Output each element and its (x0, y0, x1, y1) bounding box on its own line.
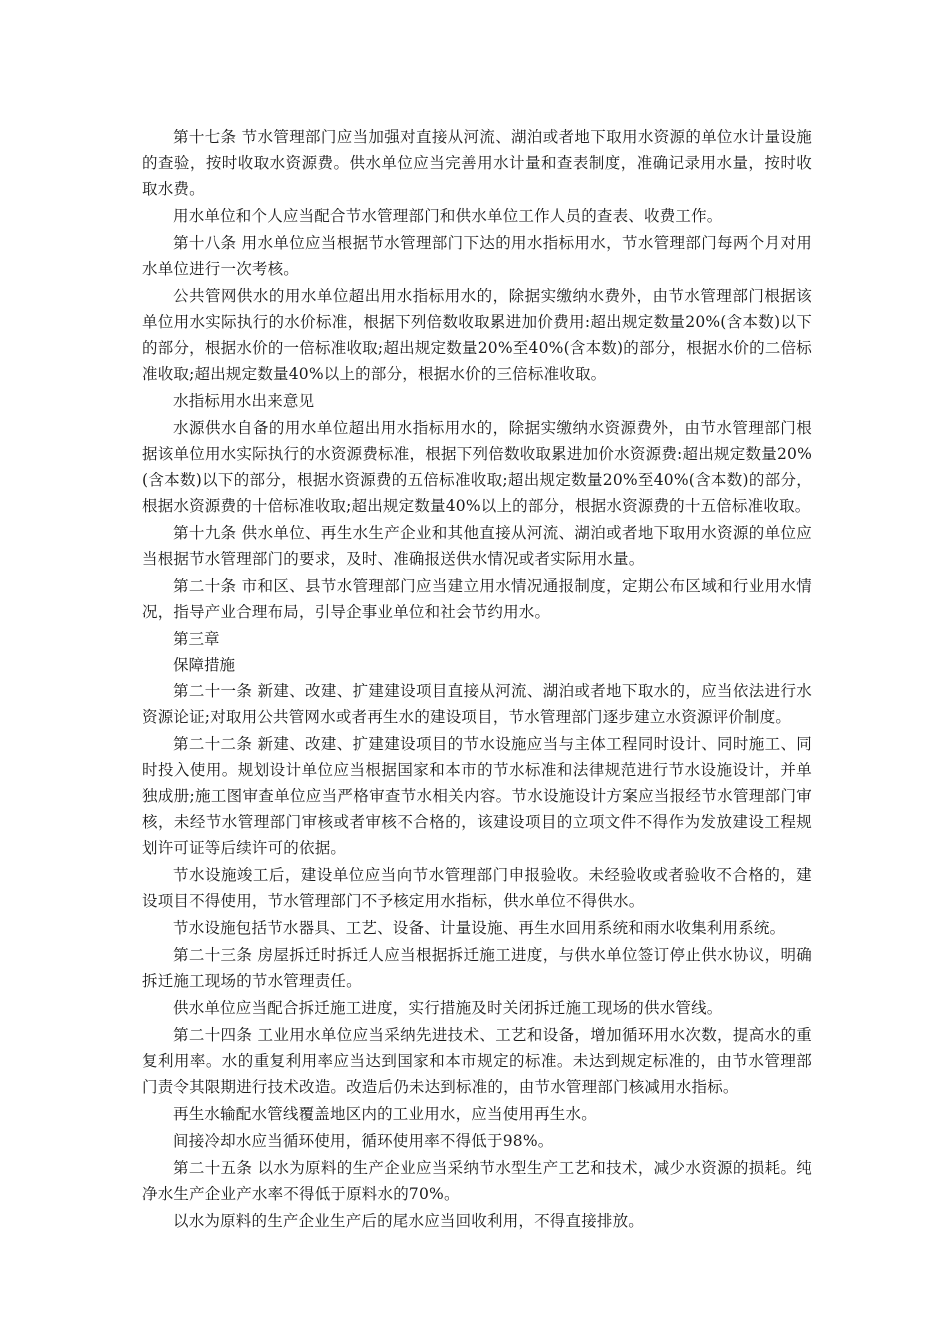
article-23: 第二十三条 房屋拆迁时拆迁人应当根据拆迁施工进度，与供水单位签订停止供水协议，明确拆迁施工现场的节水管理责任。 (142, 946, 812, 990)
article-18-paragraph-2: 公共管网供水的用水单位超出用水指标用水的，除据实缴纳水费外，由节水管理部门根据该单位用水实际执行的水价标准，根据下列倍数收取累进加价费用:超出规定数量20%(含本数)以下的部分，根据水价的一倍标准收取;超出规定数量20%至40%(含本数)的部分，根据水价的二倍标准收取;超出规定数量40%以上的部分，根据水价的三倍标准收取。 (142, 287, 812, 383)
article-21: 第二十一条 新建、改建、扩建建设项目直接从河流、湖泊或者地下取水的，应当依法进行水资源论证;对取用公共管网水或者再生水的建设项目，节水管理部门逐步建立水资源评价制度。 (142, 682, 812, 726)
article-19: 第十九条 供水单位、再生水生产企业和其他直接从河流、湖泊或者地下取用水资源的单位应当根据节水管理部门的要求，及时、准确报送供水情况或者实际用水量。 (142, 524, 812, 568)
article-23-paragraph-2: 供水单位应当配合拆迁施工进度，实行措施及时关闭拆迁施工现场的供水管线。 (173, 999, 723, 1017)
article-24-paragraph-2: 再生水输配水管线覆盖地区内的工业用水，应当使用再生水。 (173, 1105, 597, 1123)
chapter-heading: 第三章 (173, 630, 220, 648)
chapter-title: 保障措施 (173, 656, 236, 674)
article-17-paragraph-2: 用水单位和个人应当配合节水管理部门和供水单位工作人员的查表、收费工作。 (173, 207, 723, 225)
article-17: 第十七条 节水管理部门应当加强对直接从河流、湖泊或者地下取用水资源的单位水计量设施的查验，按时收取水资源费。供水单位应当完善用水计量和查表制度，准确记录用水量，按时收取水费。 (142, 128, 812, 198)
article-25: 第二十五条 以水为原料的生产企业应当采纳节水型生产工艺和技术，减少水资源的损耗。纯净水生产企业产水率不得低于原料水的70%。 (142, 1159, 812, 1203)
article-18: 第十八条 用水单位应当根据节水管理部门下达的用水指标用水，节水管理部门每两个月对用水单位进行一次考核。 (142, 234, 812, 278)
document-body (142, 124, 812, 1235)
article-24: 第二十四条 工业用水单位应当采纳先进技术、工艺和设备，增加循环用水次数，提高水的重复利用率。水的重复利用率应当达到国家和本市规定的标准。未达到规定标准的，由节水管理部门责令其限期进行技术改造。改造后仍未达到标准的，由节水管理部门核减用水指标。 (142, 1026, 812, 1096)
article-22-paragraph-3: 节水设施包括节水器具、工艺、设备、计量设施、再生水回用系统和雨水收集利用系统。 (173, 919, 786, 937)
article-20: 第二十条 市和区、县节水管理部门应当建立用水情况通报制度，定期公布区域和行业用水情况，指导产业合理布局，引导企事业单位和社会节约用水。 (142, 577, 812, 621)
article-22-paragraph-2: 节水设施竣工后，建设单位应当向节水管理部门申报验收。未经验收或者验收不合格的，建设项目不得使用，节水管理部门不予核定用水指标，供水单位不得供水。 (142, 866, 812, 910)
article-25-paragraph-2: 以水为原料的生产企业生产后的尾水应当回收利用，不得直接排放。 (173, 1212, 645, 1230)
article-18-paragraph-3: 水源供水自备的用水单位超出用水指标用水的，除据实缴纳水资源费外，由节水管理部门根据该单位用水实际执行的水资源费标准，根据下列倍数收取累进加价水资源费:超出规定数量20%(含本数)以下的部分，根据水资源费的五倍标准收取;超出规定数量20%至40%(含本数)的部分，根据水资源费的十倍标准收取;超出规定数量40%以上的部分，根据水资源费的十五倍标准收取。 (142, 419, 812, 515)
article-24-paragraph-3: 间接冷却水应当循环使用，循环使用率不得低于98%。 (173, 1132, 554, 1150)
section-note: 水指标用水出来意见 (173, 392, 315, 410)
article-22: 第二十二条 新建、改建、扩建建设项目的节水设施应当与主体工程同时设计、同时施工、同时投入使用。规划设计单位应当根据国家和本市的节水标准和法律规范进行节水设施设计，并单独成册;施工图审查单位应当严格审查节水相关内容。节水设施设计方案应当报经节水管理部门审核，未经节水管理部门审核或者审核不合格的，该建设项目的立项文件不得作为发放建设工程规划许可证等后续许可的依据。 (142, 735, 812, 857)
